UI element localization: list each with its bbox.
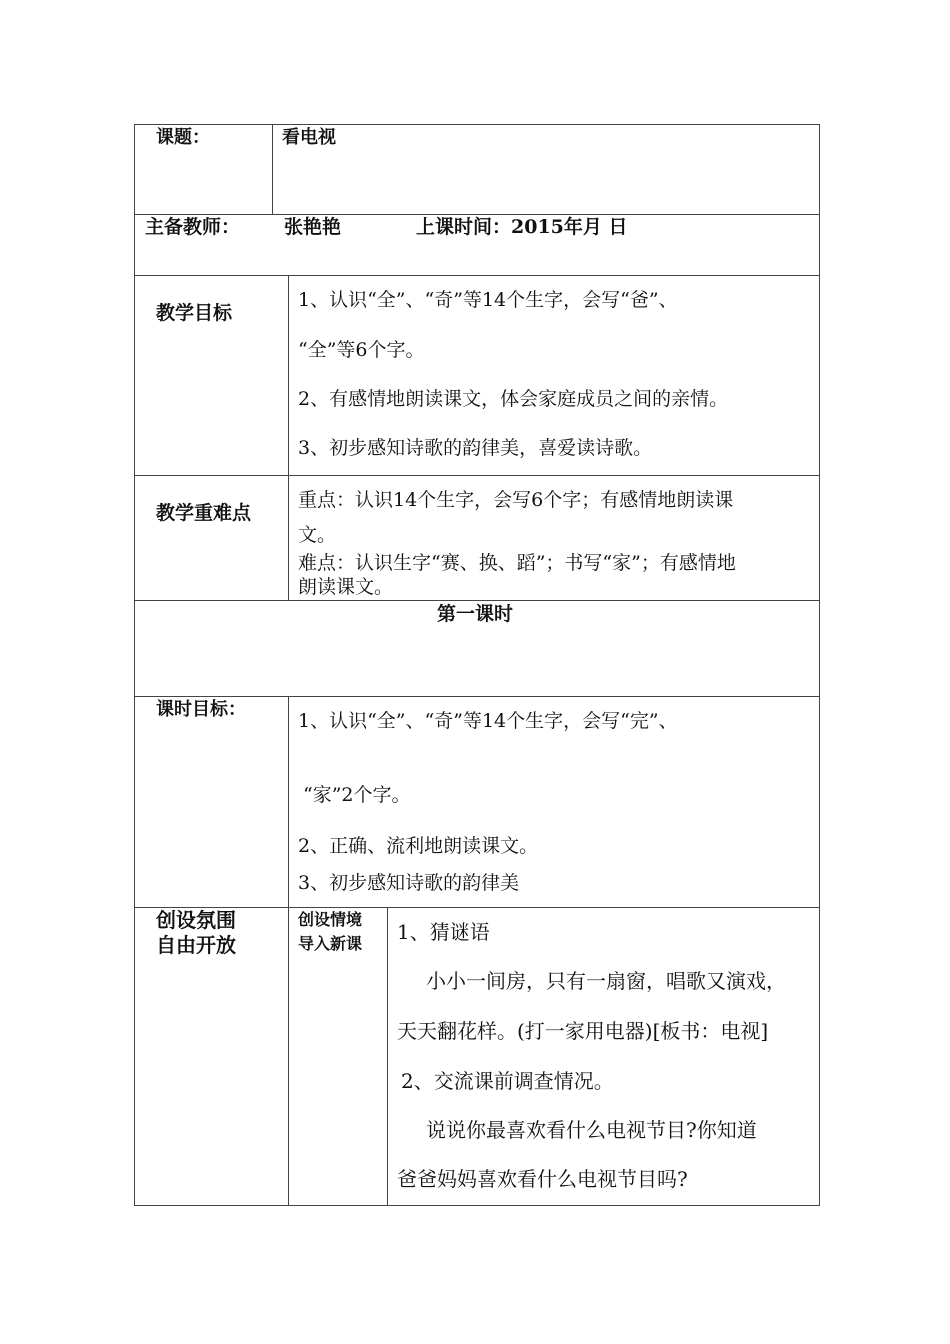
class-time: 上课时间：2015年月 日 <box>416 216 628 238</box>
rule-topic-divider <box>272 124 273 214</box>
rule-after-goals <box>134 475 820 476</box>
topic-label: 课题： <box>156 127 210 148</box>
lesson-goal-line: “家”2个字。 <box>303 784 411 806</box>
lesson-goal-line: 3、初步感知诗歌的韵律美 <box>298 872 520 894</box>
goal-line: 1、认识“全”、“奇”等14个生字，会写“爸”、 <box>298 289 678 311</box>
key-point-line: 重点：认识14个生字，会写6个字；有感情地朗读课 <box>298 489 734 511</box>
teacher-name: 张艳艳 <box>284 216 342 238</box>
activity-line: 1、猜谜语 <box>397 920 490 944</box>
rule-left <box>134 124 135 1206</box>
rule-top <box>134 124 820 125</box>
activity-line: 爸爸妈妈喜欢看什么电视节目吗? <box>397 1167 688 1191</box>
rule-lesson-goals-divider <box>288 696 289 1206</box>
key-point-line: 朗读课文。 <box>298 576 394 598</box>
lesson-goal-line: 2、正确、流利地朗读课文。 <box>298 835 539 857</box>
teacher-label: 主备教师： <box>145 216 241 238</box>
rule-after-lesson-title <box>134 696 820 697</box>
lesson-goal-line: 1、认识“全”、“奇”等14个生字，会写“完”、 <box>298 710 678 732</box>
rule-after-keypoints <box>134 600 820 601</box>
key-point-line: 文。 <box>298 524 337 546</box>
topic-value: 看电视 <box>282 127 336 148</box>
goal-line: 3、初步感知诗歌的韵律美，喜爱读诗歌。 <box>298 437 653 459</box>
goal-line: 2、有感情地朗读课文，体会家庭成员之间的亲情。 <box>298 388 729 410</box>
rule-goals-divider <box>288 275 289 600</box>
rule-after-teacher <box>134 275 820 276</box>
lesson-goals-label: 课时目标： <box>156 699 246 720</box>
activity-sub-line2: 导入新课 <box>298 934 363 953</box>
goals-label: 教学目标 <box>156 302 233 324</box>
activity-label-line2: 自由开放 <box>156 933 236 957</box>
rule-after-topic <box>134 214 820 215</box>
key-points-label: 教学重难点 <box>156 502 252 524</box>
rule-activity-divider <box>387 907 388 1206</box>
rule-bottom <box>134 1205 820 1206</box>
rule-right <box>819 124 820 1206</box>
activity-label-line1: 创设氛围 <box>156 908 236 932</box>
activity-line: 小小一间房，只有一扇窗，唱歌又演戏， <box>426 969 786 993</box>
rule-after-lesson-goals <box>134 907 820 908</box>
activity-line: 2、交流课前调查情况。 <box>401 1069 614 1093</box>
activity-line: 说说你最喜欢看什么电视节目?你知道 <box>426 1118 757 1142</box>
key-point-line: 难点：认识生字“赛、换、蹈”；书写“家”；有感情地 <box>298 552 736 574</box>
activity-sub-line1: 创设情境 <box>298 910 363 929</box>
lesson-title: 第一课时 <box>436 603 513 625</box>
goal-line: “全”等6个字。 <box>298 339 425 361</box>
activity-line: 天天翻花样。(打一家用电器)[板书：电视] <box>397 1019 769 1043</box>
